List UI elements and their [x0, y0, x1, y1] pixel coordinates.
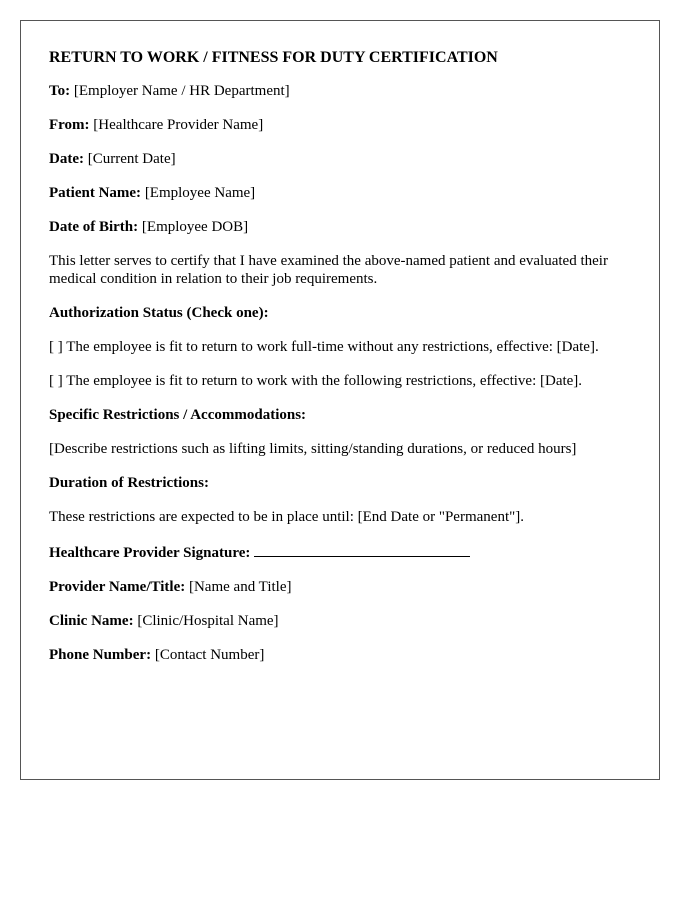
- provider-line: [49, 578, 631, 596]
- restrictions-heading: Specific Restrictions / Accommodations:: [49, 407, 307, 423]
- to-value: [Employer Name / HR Department]: [73, 83, 290, 99]
- option-full-duty: [ ] The employee is fit to return to work full-time without any restrictions, effective: [Date].: [49, 339, 599, 355]
- clinic-value: [Clinic/Hospital Name]: [137, 613, 279, 629]
- date-label: Date:: [49, 151, 84, 167]
- provider-value: [Name and Title]: [188, 579, 292, 595]
- from-label: From:: [49, 117, 90, 133]
- authorization-heading: Authorization Status (Check one):: [49, 305, 269, 321]
- dob-line: [49, 218, 631, 236]
- from-line: [49, 116, 631, 134]
- signature-label: Healthcare Provider Signature:: [49, 545, 251, 561]
- clinic-line: [49, 612, 631, 630]
- patient-name-label: Patient Name:: [49, 185, 142, 201]
- duration-heading: Duration of Restrictions:: [49, 475, 209, 491]
- patient-name-value: [Employee Name]: [144, 185, 256, 201]
- to-line: [49, 82, 631, 100]
- signature-line: [49, 542, 631, 562]
- letter-title: RETURN TO WORK / FITNESS FOR DUTY CERTIFICATION: [49, 49, 498, 66]
- restrictions-text: [Describe restrictions such as lifting limits, sitting/standing durations, or reduced hours]: [49, 441, 577, 457]
- clinic-label: Clinic Name:: [49, 613, 134, 629]
- duration-text: These restrictions are expected to be in place until: [End Date or "Permanent"].: [49, 509, 524, 525]
- phone-label: Phone Number:: [49, 647, 152, 663]
- signature-blank: [254, 542, 470, 557]
- date-value: [Current Date]: [87, 151, 176, 167]
- provider-label: Provider Name/Title:: [49, 579, 186, 595]
- to-label: To:: [49, 83, 71, 99]
- phone-value: [Contact Number]: [154, 647, 265, 663]
- patient-name-line: [49, 184, 631, 202]
- phone-line: [49, 646, 631, 664]
- date-line: [49, 150, 631, 168]
- option-restricted-duty: [ ] The employee is fit to return to work with the following restrictions, effective: [Date].: [49, 373, 583, 389]
- letter-page: [20, 20, 660, 780]
- dob-label: Date of Birth:: [49, 219, 139, 235]
- intro-paragraph: This letter serves to certify that I have examined the above-named patient and evaluated their medical condition in relation to their job requirements.: [49, 253, 608, 287]
- dob-value: [Employee DOB]: [141, 219, 249, 235]
- from-value: [Healthcare Provider Name]: [93, 117, 264, 133]
